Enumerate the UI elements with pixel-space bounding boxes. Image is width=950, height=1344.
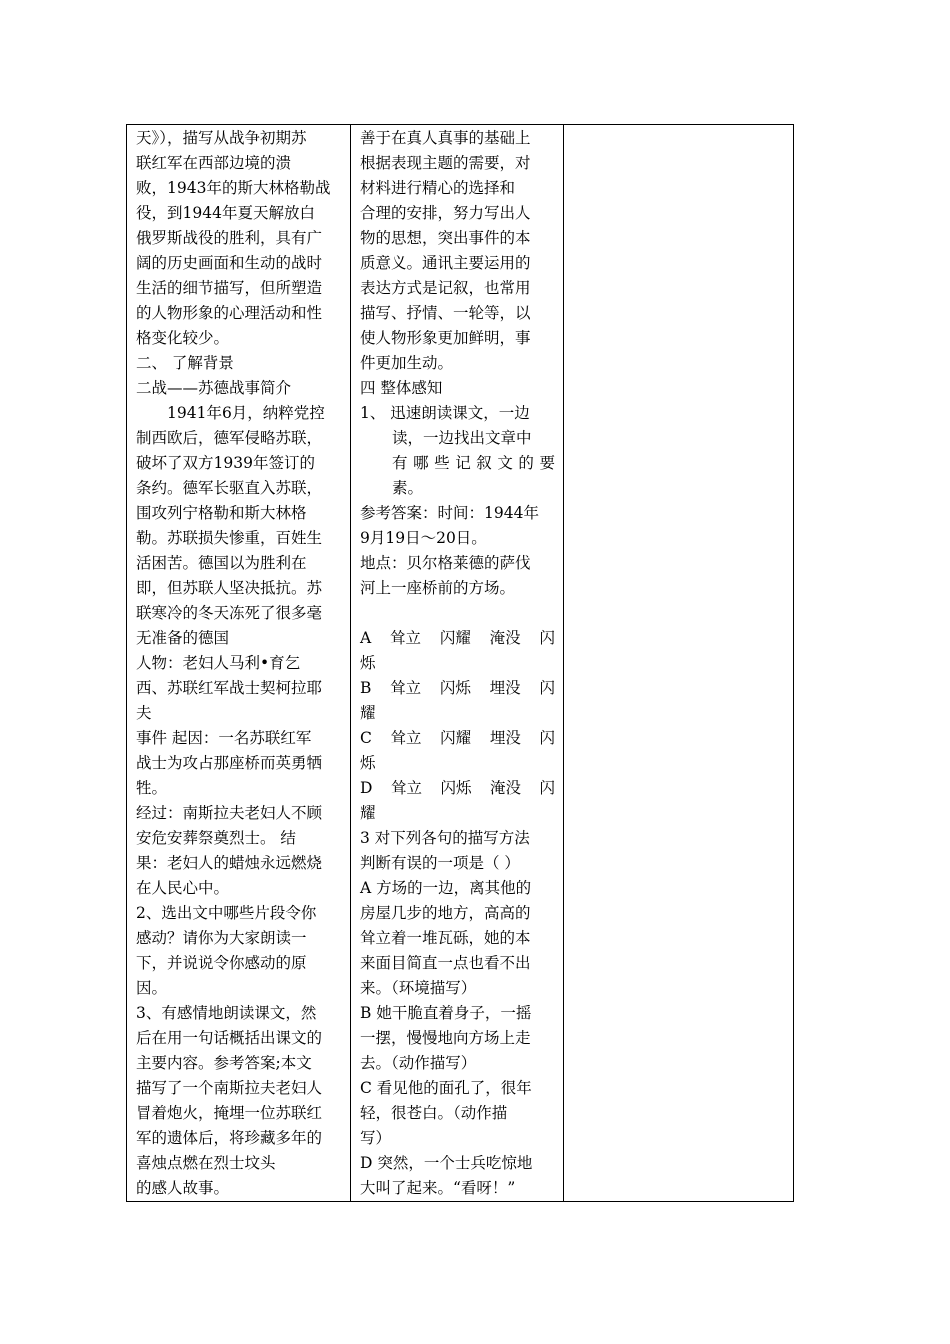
question-1-line: 读，一边找出文章中 [392,429,532,447]
text-line: 围攻列宁格勒和斯大林格 [136,504,307,522]
question-1-line: 有哪些记叙文的要 [392,454,555,472]
option-word: 耸立 [390,679,422,697]
question-3-line: 写） [360,1129,392,1147]
question-3-line: 轻，很苍白。（动作描 [360,1104,508,1122]
text-line: 感动？请你为大家朗读一 [136,929,307,947]
subheading-war-summary: 二战——苏德战事简介 [136,379,292,397]
text-line: 生活的细节描写，但所塑造 [136,279,323,297]
text-line: 无准备的德国 [136,629,230,647]
answer-line: 河上一座桥前的方场。 [360,579,516,597]
question-3-line: B 她干脆直着身子，一摇 [360,1004,532,1022]
option-tail: 耀 [360,804,376,822]
question-3-line: D 突然，一个士兵吃惊地 [360,1154,533,1172]
option-tail: 耀 [360,704,376,722]
lesson-table [126,124,794,1202]
text-line: 条约。德军长驱直入苏联， [136,479,323,497]
text-line: 合理的安排，努力写出人 [360,204,531,222]
text-line: 牲。 [136,779,168,797]
option-word: 淹没 [489,629,521,647]
text-line: 下，并说说令你感动的原 [136,954,307,972]
text-line: 描写了一个南斯拉夫老妇人 [136,1079,323,1097]
option-word: 闪 [539,629,555,647]
text-line: 在人民心中。 [136,879,230,897]
text-line: 的人物形象的心理活动和性 [136,304,323,322]
empty-cell [564,125,793,126]
text-line: 善于在真人真事的基础上 [360,129,531,147]
question-3-line: 3 对下列各句的描写方法 [360,829,530,847]
text-line: 格变化较少。 [136,329,230,347]
option-word: 淹没 [489,779,521,797]
question-3-line: 大叫了起来。“看呀！” [360,1179,516,1197]
text-line: 役，到1944年夏天解放白 [136,204,315,222]
text-line: 描写、抒情、一轮等，以 [360,304,531,322]
option-a [360,626,555,651]
option-word: 闪耀 [439,629,471,647]
text-line: 军的遗体后，将珍藏多年的 [136,1129,323,1147]
table-row [127,125,794,1202]
option-word: 闪耀 [440,729,472,747]
text-line: 质意义。通讯主要运用的 [360,254,531,272]
question-3-line: 来。（环境描写） [360,979,477,997]
question-3-line: 一摆，慢慢地向方场上走 [360,1029,531,1047]
text-line: 经过：南斯拉夫老妇人不顾 [136,804,323,822]
option-word: 耸立 [390,779,422,797]
option-d [360,776,555,801]
question-3-line: A 方场的一边，离其他的 [360,879,532,897]
text-line: 制西欧后，德军侵略苏联， [136,429,323,447]
question-1-line: 1、 迅速朗读课文，一边 [360,404,530,422]
option-word: 耸立 [390,629,422,647]
text-line: 破坏了双方1939年签订的 [136,454,315,472]
section-heading-background: 二、 了解背景 [136,354,234,372]
text-line: 人物：老妇人马利•育乞 [136,654,301,672]
option-word: 闪 [539,779,555,797]
option-word: 耸立 [390,729,422,747]
option-letter: B [360,679,372,697]
question-3-line: 来面目简直一点也看不出 [360,954,531,972]
spacer [360,601,555,626]
text-line: 联寒冷的冬天冻死了很多毫 [136,604,323,622]
text-line: 冒着炮火，掩埋一位苏联红 [136,1104,323,1122]
option-word: 闪烁 [440,779,472,797]
text-line: 喜烛点燃在烈士坟头 [136,1154,276,1172]
option-letter: A [360,629,372,647]
text-line: 联红军在西部边境的溃 [136,154,292,172]
text-line: 的感人故事。 [136,1179,230,1197]
text-line: 后在用一句话概括出课文的 [136,1029,323,1047]
option-tail: 烁 [360,654,376,672]
option-tail: 烁 [360,754,376,772]
section-heading-overview: 四 整体感知 [360,379,443,397]
text-line: 西、苏联红军战士契柯拉耶 [136,679,323,697]
text-line: 事件 起因：一名苏联红军 [136,729,312,747]
option-word: 埋没 [489,679,521,697]
option-word: 埋没 [489,729,521,747]
text-line: 1941年6月，纳粹党控 [167,404,325,422]
question-3-line: 去。（动作描写） [360,1054,477,1072]
option-word: 闪 [539,729,555,747]
answer-line: 参考答案：时间：1944年 [360,504,539,522]
column-middle [351,125,564,1202]
column-right [564,125,794,1202]
text-line: 主要内容。参考答案;本文 [136,1054,312,1072]
text-line: 材料进行精心的选择和 [360,179,516,197]
text-line: 根据表现主题的需要，对 [360,154,531,172]
text-line: 安危安葬祭奠烈士。 结 [136,829,296,847]
text-line: 件更加生动。 [360,354,454,372]
question-3-line: 耸立着一堆瓦砾，她的本 [360,929,531,947]
text-line: 勒。苏联损失惨重，百姓生 [136,529,323,547]
text-line: 败，1943年的斯大林格勒战 [136,179,331,197]
option-b [360,676,555,701]
option-letter: C [360,729,372,747]
text-line: 表达方式是记叙，也常用 [360,279,531,297]
question-3-line: 房屋几步的地方，高高的 [360,904,531,922]
text-line: 因。 [136,979,168,997]
option-c [360,726,555,751]
column-left [127,125,351,1202]
text-line: 使人物形象更加鲜明，事 [360,329,531,347]
answer-line: 地点：贝尔格莱德的萨伐 [360,554,531,572]
option-letter: D [360,779,373,797]
text-line: 战士为攻占那座桥而英勇牺 [136,754,323,772]
option-word: 闪 [539,679,555,697]
question-3-line: 判断有误的一项是（ ） [360,854,520,872]
text-line: 果：老妇人的蜡烛永远燃烧 [136,854,323,872]
text-line: 2、选出文中哪些片段令你 [136,904,317,922]
question-1-line: 素。 [392,479,424,497]
text-line: 俄罗斯战役的胜利，具有广 [136,229,323,247]
option-word: 闪烁 [439,679,471,697]
question-3-line: C 看见他的面孔了，很年 [360,1079,532,1097]
text-line: 物的思想，突出事件的本 [360,229,531,247]
text-line: 3、有感情地朗读课文，然 [136,1004,317,1022]
answer-line: 9月19日～20日。 [360,529,487,547]
text-line: 天》），描写从战争初期苏 [136,129,307,147]
text-line: 夫 [136,704,152,722]
text-line: 活困苦。德国以为胜利在 [136,554,307,572]
text-line: 阔的历史画面和生动的战时 [136,254,323,272]
text-line: 即，但苏联人坚决抵抗。苏 [136,579,323,597]
